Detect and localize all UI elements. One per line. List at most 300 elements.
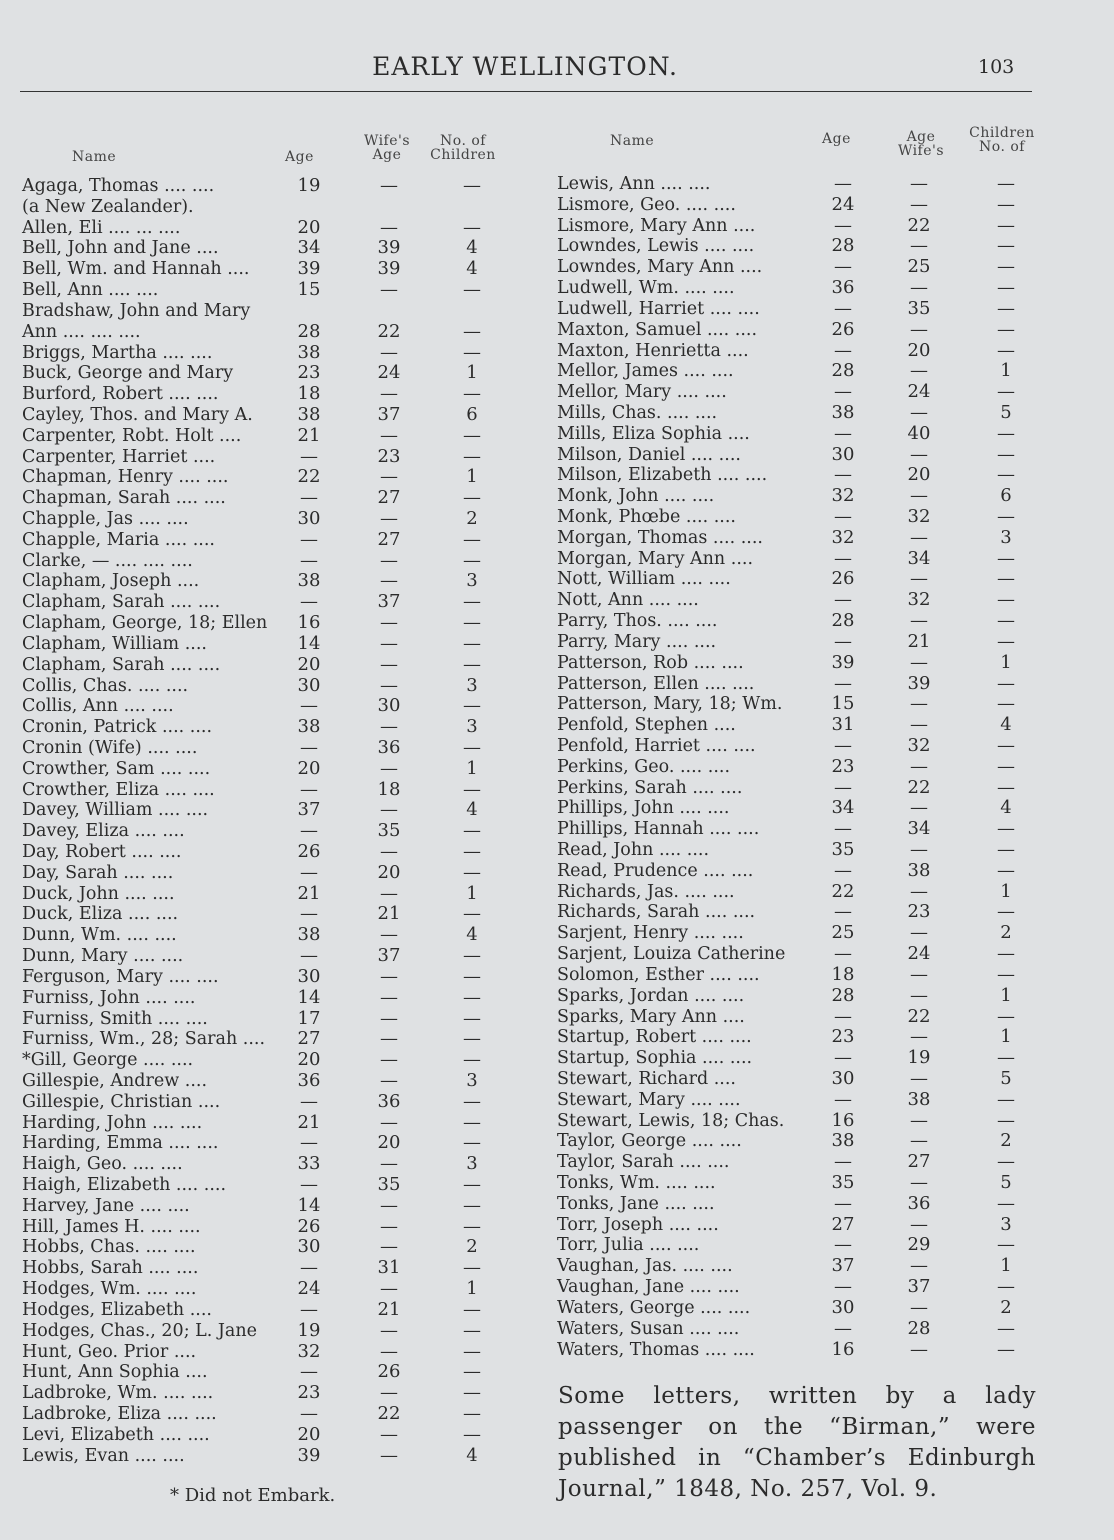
wife-age-cell: — [380, 1423, 398, 1445]
passenger-name: Tonks, Wm. .... .... [557, 1173, 716, 1193]
passenger-name: Phillips, John .... .... [557, 798, 730, 819]
table-row [557, 361, 1037, 382]
passenger-name: Milson, Elizabeth .... .... [557, 465, 768, 486]
children-cell: 2 [466, 1236, 478, 1258]
table-row [22, 863, 522, 884]
wife-age-cell: 35 [377, 820, 401, 842]
children-cell: 1 [466, 1278, 478, 1300]
wife-age-cell: — [910, 1026, 928, 1048]
age-cell: 26 [831, 318, 855, 340]
children-cell: 3 [466, 1153, 478, 1175]
age-cell: 16 [831, 1338, 855, 1360]
children-cell: 4 [466, 237, 478, 259]
age-cell: — [834, 901, 852, 923]
table-row [22, 800, 522, 821]
passenger-name: Clapham, Joseph .... [22, 571, 200, 592]
wife-age-cell: 19 [907, 1047, 931, 1069]
age-cell: — [834, 422, 852, 444]
age-cell: 35 [831, 839, 855, 860]
age-cell: — [834, 173, 852, 194]
right-passenger-list [557, 174, 1037, 1360]
passenger-name: Bell, Ann .... .... [22, 280, 159, 301]
wife-age-cell: 21 [377, 1298, 401, 1320]
age-cell: — [834, 1047, 852, 1069]
children-cell: 3 [466, 674, 478, 696]
children-cell: — [463, 653, 481, 675]
children-cell: 2 [466, 508, 478, 529]
age-cell: 30 [297, 1236, 321, 1258]
passenger-name: (a New Zealander). [22, 196, 194, 217]
passenger-name: Patterson, Rob .... .... [557, 652, 744, 673]
table-row [22, 1321, 522, 1342]
table-row [22, 1050, 522, 1071]
wife-age-cell: — [910, 1109, 928, 1131]
wife-age-cell: — [910, 610, 928, 632]
wife-age-cell: 20 [377, 1132, 401, 1154]
age-cell: — [834, 297, 852, 319]
table-row [557, 569, 1037, 590]
table-row [557, 965, 1037, 986]
children-cell: — [997, 256, 1015, 278]
passenger-name: Mills, Chas. .... .... [557, 402, 718, 423]
page-title: EARLY WELLINGTON. [372, 52, 678, 81]
passenger-name: Tonks, Jane .... .... [557, 1193, 715, 1214]
children-cell: — [463, 695, 481, 717]
wife-age-cell: 22 [907, 1005, 931, 1027]
passenger-name: Lowndes, Lewis .... .... [557, 236, 755, 257]
table-row [557, 1007, 1037, 1028]
children-cell: 2 [1000, 1130, 1012, 1152]
table-row [22, 176, 522, 197]
wife-age-cell: 39 [377, 258, 401, 280]
age-cell: 28 [831, 610, 855, 632]
passenger-name: Startup, Sophia .... .... [557, 1048, 753, 1069]
table-row [557, 1340, 1037, 1361]
children-cell: — [997, 214, 1015, 236]
table-row [22, 322, 522, 343]
age-cell: — [834, 630, 852, 652]
age-cell: 28 [831, 235, 855, 257]
age-cell: — [834, 672, 852, 694]
children-cell: — [463, 612, 481, 634]
passenger-name: Buck, George and Mary [22, 363, 234, 384]
children-cell: — [997, 672, 1015, 694]
age-cell: — [834, 818, 852, 840]
left-header-age: Age [285, 149, 314, 165]
wife-age-cell: — [910, 693, 928, 715]
children-cell: 1 [1000, 1026, 1012, 1048]
wife-age-cell: — [910, 173, 928, 194]
passenger-name: Day, Robert .... .... [22, 842, 182, 862]
table-row [557, 195, 1037, 216]
table-row [22, 1175, 522, 1196]
table-row [22, 218, 522, 239]
age-cell: — [300, 736, 318, 758]
passenger-name: Hodges, Wm. .... .... [22, 1279, 197, 1300]
wife-age-cell: — [380, 757, 398, 779]
children-cell: — [463, 175, 481, 196]
passenger-name: Lewis, Evan .... .... [22, 1445, 185, 1466]
children-cell: 2 [1000, 1296, 1012, 1318]
passenger-name: Day, Sarah .... .... [22, 862, 174, 883]
passenger-name: Harding, John .... .... [22, 1112, 203, 1133]
passenger-name: Hunt, Ann Sophia .... [22, 1362, 208, 1383]
children-cell: — [997, 568, 1015, 590]
age-cell: — [300, 1402, 318, 1424]
children-cell: — [997, 693, 1015, 715]
age-cell: — [834, 1151, 852, 1173]
table-row [557, 1090, 1037, 1111]
passenger-name: Ladbroke, Wm. .... .... [22, 1383, 214, 1404]
table-row [22, 1009, 522, 1030]
table-row [557, 507, 1037, 528]
wife-age-cell: — [380, 570, 398, 592]
children-cell: — [463, 1340, 481, 1362]
wife-age-cell: — [910, 797, 928, 819]
children-cell: — [463, 945, 481, 967]
table-row [22, 426, 522, 447]
passenger-name: Lowndes, Mary Ann .... [557, 257, 763, 278]
passenger-name: Stewart, Lewis, 18; Chas. [557, 1110, 785, 1131]
passenger-name: Chapple, Maria .... .... [22, 529, 215, 550]
table-row [22, 592, 522, 613]
table-row [557, 341, 1037, 362]
passenger-name: Stewart, Richard .... [557, 1068, 736, 1089]
wife-age-cell: — [380, 799, 398, 821]
wife-age-cell: 32 [907, 589, 931, 611]
passenger-name: Hobbs, Chas. .... .... [22, 1237, 196, 1258]
passenger-name: Bradshaw, John and Mary [22, 300, 251, 321]
passenger-name: Sarjent, Henry .... .... [557, 923, 744, 944]
wife-age-cell: — [380, 383, 398, 405]
passenger-name: Briggs, Martha .... .... [22, 342, 213, 363]
table-row [557, 486, 1037, 507]
wife-age-cell: — [910, 277, 928, 299]
age-cell: 20 [297, 653, 321, 675]
table-row [22, 1425, 522, 1446]
children-cell: — [997, 1338, 1015, 1360]
children-cell: — [463, 1174, 481, 1195]
wife-age-cell: 38 [907, 859, 931, 881]
wife-age-cell: — [380, 1007, 398, 1029]
children-cell: — [463, 216, 481, 238]
wife-age-cell: — [380, 1278, 398, 1300]
children-cell: — [463, 1028, 481, 1050]
age-cell: 14 [297, 1194, 321, 1216]
table-row [557, 840, 1037, 861]
table-row [22, 1342, 522, 1363]
left-header-children [425, 134, 501, 162]
passenger-name: Waters, Thomas .... .... [557, 1339, 755, 1360]
table-row [22, 280, 522, 301]
children-cell: — [463, 1049, 481, 1071]
passenger-name: Parry, Mary .... .... [557, 631, 717, 652]
children-cell: — [997, 630, 1015, 652]
table-row [22, 259, 522, 280]
passenger-name: Vaughan, Jas. .... .... [557, 1256, 733, 1277]
children-cell: — [997, 193, 1015, 215]
table-row [557, 549, 1037, 570]
age-cell: 35 [831, 1172, 855, 1193]
wife-age-cell: 34 [907, 818, 931, 840]
passenger-name: Mellor, Mary .... .... [557, 382, 727, 403]
table-row [22, 1300, 522, 1321]
passenger-name: Read, Prudence .... .... [557, 860, 754, 881]
children-cell: — [997, 381, 1015, 403]
table-row [557, 1194, 1037, 1215]
table-row [22, 821, 522, 842]
wife-age-cell: 24 [907, 381, 931, 403]
table-row [557, 216, 1037, 237]
wife-age-cell: — [380, 1194, 398, 1216]
wife-age-cell: 24 [377, 362, 401, 384]
age-cell: 20 [297, 1049, 321, 1071]
passenger-name: Lewis, Ann .... .... [557, 174, 711, 194]
passenger-name: Bell, John and Jane .... [22, 238, 219, 259]
wife-age-cell: 20 [907, 464, 931, 486]
age-cell: — [300, 903, 318, 925]
age-cell: — [834, 256, 852, 278]
header-rule [20, 91, 1032, 92]
table-row [22, 1154, 522, 1175]
passenger-name: Furniss, Smith .... .... [22, 1008, 208, 1029]
children-cell: — [997, 1192, 1015, 1214]
children-cell: — [463, 841, 481, 862]
wife-age-cell: — [380, 1111, 398, 1133]
children-cell: — [463, 1090, 481, 1112]
age-cell: — [834, 339, 852, 361]
wife-age-cell: — [910, 839, 928, 860]
table-row [22, 405, 522, 426]
wife-age-cell: 23 [377, 445, 401, 467]
children-cell: — [463, 1132, 481, 1154]
age-cell: 21 [297, 1111, 321, 1133]
table-row [557, 632, 1037, 653]
children-cell: 1 [466, 466, 478, 488]
passenger-name: Startup, Robert .... .... [557, 1027, 752, 1048]
passenger-name: Crowther, Sam .... .... [22, 758, 211, 779]
left-header-children-line1: No. of [440, 133, 486, 149]
children-cell: 4 [466, 924, 478, 946]
passenger-name: Davey, William .... .... [22, 800, 209, 821]
children-cell: — [463, 1194, 481, 1216]
age-cell: 20 [297, 757, 321, 779]
age-cell: 16 [831, 1109, 855, 1131]
age-cell: — [834, 464, 852, 486]
table-row [557, 1111, 1037, 1132]
wife-age-cell: — [910, 1213, 928, 1235]
wife-age-cell: 29 [907, 1234, 931, 1256]
passenger-name: Hobbs, Sarah .... .... [22, 1258, 199, 1279]
table-row [22, 1404, 522, 1425]
table-row [22, 946, 522, 967]
children-cell: — [997, 755, 1015, 777]
wife-age-cell: 35 [907, 297, 931, 319]
children-cell: — [997, 173, 1015, 194]
wife-age-cell: — [380, 424, 398, 446]
passenger-name: *Gill, George .... .... [22, 1050, 194, 1071]
table-row [22, 238, 522, 259]
table-row [557, 882, 1037, 903]
age-cell: 38 [297, 570, 321, 592]
wife-age-cell: 35 [377, 1174, 401, 1195]
table-row [557, 174, 1037, 195]
table-row [22, 1092, 522, 1113]
passenger-name: Lismore, Mary Ann .... [557, 215, 756, 236]
passenger-name: Crowther, Eliza .... .... [22, 779, 215, 800]
age-cell: 36 [831, 277, 855, 299]
wife-age-cell: — [380, 1444, 398, 1466]
table-row [557, 1131, 1037, 1152]
table-row [557, 757, 1037, 778]
children-cell: — [997, 1234, 1015, 1256]
age-cell: — [834, 859, 852, 881]
wife-age-cell: — [910, 318, 928, 340]
age-cell: 38 [297, 924, 321, 946]
wife-age-cell: 32 [907, 734, 931, 756]
table-row [557, 299, 1037, 320]
age-cell: 28 [831, 984, 855, 1006]
wife-age-cell: — [380, 841, 398, 862]
passenger-name: Perkins, Sarah .... .... [557, 777, 743, 798]
wife-age-cell: — [380, 341, 398, 363]
children-cell: — [463, 965, 481, 987]
age-cell: 30 [297, 508, 321, 529]
table-row [557, 1027, 1037, 1048]
age-cell: 20 [297, 216, 321, 238]
passenger-name: Ludwell, Wm. .... .... [557, 278, 735, 299]
passenger-name: Collis, Ann .... .... [22, 696, 174, 717]
right-header-children-line1: Children [969, 125, 1035, 141]
age-cell: 14 [297, 632, 321, 654]
children-cell: — [463, 1402, 481, 1424]
children-cell: — [463, 320, 481, 342]
children-cell: 2 [1000, 922, 1012, 944]
wife-age-cell: — [380, 1049, 398, 1071]
age-cell: — [834, 381, 852, 403]
table-row [557, 1256, 1037, 1277]
wife-age-cell: — [910, 651, 928, 673]
passenger-name: Carpenter, Robt. Holt .... [22, 425, 242, 446]
age-cell: 26 [297, 1215, 321, 1237]
children-cell: — [997, 1276, 1015, 1298]
children-cell: — [463, 528, 481, 550]
children-cell: 1 [1000, 360, 1012, 382]
table-row [557, 944, 1037, 965]
table-row [557, 923, 1037, 944]
passenger-name: Chapple, Jas .... .... [22, 509, 189, 529]
table-row [557, 1173, 1037, 1194]
passenger-name: Lismore, Geo. .... .... [557, 194, 736, 215]
table-row [557, 590, 1037, 611]
children-cell: — [997, 963, 1015, 985]
age-cell: — [834, 1192, 852, 1214]
age-cell: 30 [297, 674, 321, 696]
children-cell: 5 [1000, 401, 1012, 423]
age-cell: 38 [831, 401, 855, 423]
passenger-name: Haigh, Elizabeth .... .... [22, 1175, 227, 1195]
table-row [557, 1235, 1037, 1256]
age-cell: 32 [297, 1340, 321, 1362]
children-cell: — [463, 820, 481, 842]
age-cell: — [834, 1088, 852, 1110]
children-cell: 3 [1000, 1213, 1012, 1235]
table-row [557, 902, 1037, 923]
children-cell: — [997, 1151, 1015, 1173]
children-cell: — [997, 506, 1015, 527]
wife-age-cell: 36 [907, 1192, 931, 1214]
wife-age-cell: — [380, 508, 398, 529]
age-cell: 18 [831, 963, 855, 985]
children-cell: 4 [466, 258, 478, 280]
table-row [557, 1048, 1037, 1069]
wife-age-cell: 39 [377, 237, 401, 259]
age-cell: 30 [831, 443, 855, 465]
wife-age-cell: — [910, 443, 928, 465]
table-row [22, 488, 522, 509]
age-cell: 39 [297, 1444, 321, 1466]
wife-age-cell: 34 [907, 547, 931, 569]
table-row [557, 382, 1037, 403]
passenger-name: Ladbroke, Eliza .... .... [22, 1403, 217, 1424]
children-cell: — [997, 610, 1015, 632]
children-cell: — [997, 1047, 1015, 1069]
table-row [22, 530, 522, 551]
passenger-name: Hill, James H. .... .... [22, 1216, 201, 1237]
table-row [22, 676, 522, 697]
age-cell: — [300, 778, 318, 800]
age-cell: 21 [297, 882, 321, 904]
age-cell: 28 [297, 320, 321, 342]
children-cell: 4 [1000, 714, 1012, 736]
age-cell: — [834, 589, 852, 611]
table-row [557, 778, 1037, 799]
table-row [22, 467, 522, 488]
passenger-name: Clapham, George, 18; Ellen [22, 613, 268, 634]
age-cell: 19 [297, 175, 321, 196]
passenger-name: Gillespie, Andrew .... [22, 1070, 208, 1091]
right-header-age: Age [822, 131, 851, 147]
table-row [557, 819, 1037, 840]
wife-age-cell: — [910, 1338, 928, 1360]
children-cell: — [463, 1111, 481, 1133]
age-cell: 19 [297, 1319, 321, 1341]
passenger-name: Maxton, Samuel .... .... [557, 319, 758, 340]
wife-age-cell: — [380, 674, 398, 696]
table-row [22, 1383, 522, 1404]
wife-age-cell: — [910, 922, 928, 944]
table-row [22, 717, 522, 738]
wife-age-cell: — [380, 1153, 398, 1175]
table-row [22, 1258, 522, 1279]
children-cell: — [997, 734, 1015, 756]
left-header-wife-age-line2: Age [372, 147, 402, 163]
age-cell: — [834, 776, 852, 798]
wife-age-cell: 37 [377, 403, 401, 425]
age-cell: — [300, 1257, 318, 1279]
passenger-name: Taylor, George .... .... [557, 1131, 742, 1152]
age-cell: 38 [297, 403, 321, 425]
table-row [557, 1319, 1037, 1340]
age-cell: 33 [297, 1153, 321, 1175]
age-cell: — [834, 547, 852, 569]
table-row [22, 343, 522, 364]
wife-age-cell: — [380, 986, 398, 1008]
wife-age-cell: 30 [377, 695, 401, 717]
wife-age-cell: 21 [377, 903, 401, 925]
wife-age-cell: — [380, 279, 398, 301]
passenger-name: Nott, William .... .... [557, 569, 731, 590]
